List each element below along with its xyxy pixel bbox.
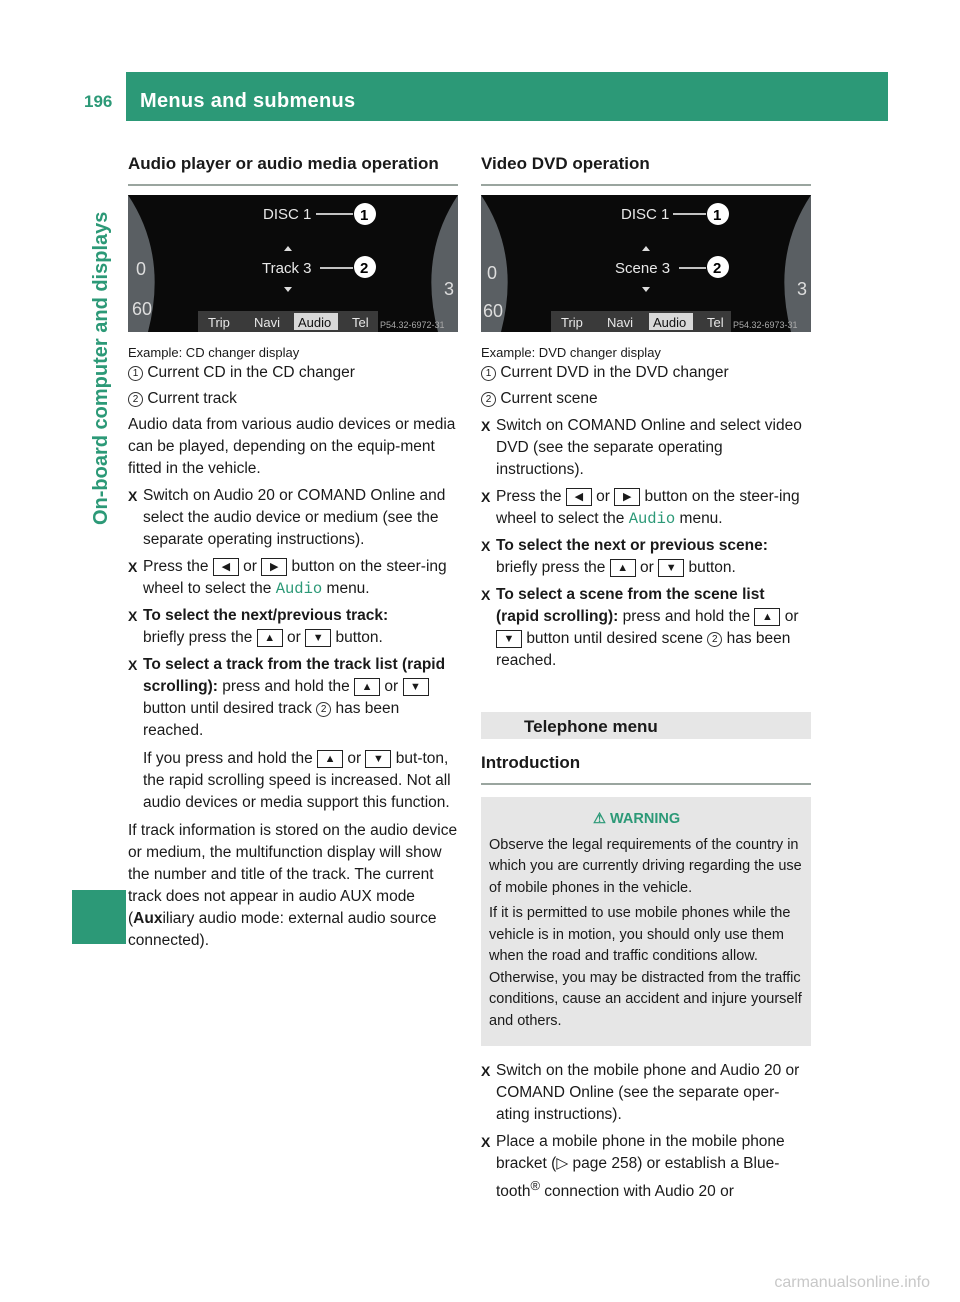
tab-trip: Trip bbox=[561, 315, 583, 330]
image-caption: Example: CD changer display bbox=[128, 345, 300, 360]
page-reference-link[interactable]: ▷ page 258 bbox=[556, 1155, 638, 1172]
warning-box bbox=[481, 797, 811, 1046]
step-press-button: X Press the ◀ or ▶ button on the steer-ing wheel to select the Audio menu. bbox=[128, 556, 458, 600]
step-track-list: X To select a track from the track list (rapid scrolling): press and hold the ▲ or ▼ button until desired track 2 has been reached. bbox=[128, 654, 458, 742]
svg-text:60: 60 bbox=[132, 299, 153, 319]
display-line-2: Scene 3 bbox=[615, 260, 671, 277]
page-number-box bbox=[72, 72, 126, 121]
legend-item: 2 Current track bbox=[128, 388, 458, 410]
svg-text:60: 60 bbox=[483, 301, 504, 321]
page-number: 196 bbox=[84, 92, 113, 111]
display-line-1: DISC 1 bbox=[621, 206, 670, 223]
tab-audio: Audio bbox=[653, 315, 687, 330]
legend-item: 2 Current scene bbox=[481, 388, 811, 410]
image-caption: Example: DVD changer display bbox=[481, 345, 661, 360]
display-line-1: DISC 1 bbox=[263, 206, 312, 223]
left-column bbox=[128, 150, 458, 952]
note-paragraph: If you press and hold the ▲ or ▼ but-ton, the rapid scrolling speed is increased. Not all audio devices or media support this function. bbox=[143, 750, 451, 811]
cluster-display-image bbox=[481, 195, 811, 332]
section-label: On-board computer and displays bbox=[90, 211, 112, 525]
step-press-button: X Press the ◀ or ▶ button on the steer-ing wheel to select the Audio menu. bbox=[481, 486, 811, 530]
section-heading: Video DVD operation bbox=[481, 150, 811, 186]
cluster-display-image bbox=[128, 195, 458, 332]
telephone-menu-band: Telephone menu bbox=[481, 712, 811, 739]
section-heading: Audio player or audio media operation bbox=[128, 150, 458, 186]
svg-text:3: 3 bbox=[444, 279, 455, 299]
display-line-2: Track 3 bbox=[262, 260, 312, 277]
tab-audio: Audio bbox=[298, 315, 332, 330]
svg-text:0: 0 bbox=[487, 263, 498, 283]
callout-2: 2 bbox=[360, 260, 369, 277]
warning-paragraph: Observe the legal requirements of the country in which you are currently driving regarding the use of mobile phones in the vehicle. bbox=[489, 836, 802, 896]
tab-tel: Tel bbox=[352, 315, 369, 330]
image-code: P54.32-6972-31 bbox=[380, 320, 445, 330]
step-switch-on-phone: X Switch on the mobile phone and Audio 20 or COMAND Online (see the separate oper-ating instructions). bbox=[481, 1060, 811, 1126]
tab-navi: Navi bbox=[254, 315, 281, 330]
step-select-scene: X To select the next or previous scene: briefly press the ▲ or ▼ button. bbox=[481, 535, 811, 579]
page-title: Menus and submenus bbox=[140, 90, 356, 112]
warning-icon: ⚠ bbox=[593, 811, 606, 827]
tab-tel: Tel bbox=[707, 315, 724, 330]
warning-heading: ⚠ WARNING bbox=[593, 811, 681, 827]
legend-item: 1 Current DVD in the DVD changer bbox=[481, 362, 811, 384]
watermark: carmanualsonline.info bbox=[774, 1274, 930, 1291]
tab-navi: Navi bbox=[607, 315, 634, 330]
warning-paragraph: If it is permitted to use mobile phones while the vehicle is in motion, you should only use them when the road and traffic conditions allow. Otherwise, you may be distracted from the traffic conditions, cause an accident and injure yourself and others. bbox=[489, 905, 802, 1029]
tab-trip: Trip bbox=[208, 315, 230, 330]
callout-1: 1 bbox=[360, 207, 369, 224]
step-place-phone: X Place a mobile phone in the mobile phone bracket (▷ page 258) or establish a Blue-tooth® connection with Audio 20 or bbox=[481, 1131, 811, 1203]
intro-paragraph: Audio data from various audio devices or media can be played, depending on the equip-ment fitted in the vehicle. bbox=[128, 416, 456, 477]
right-column bbox=[481, 150, 811, 1203]
track-info-paragraph: If track information is stored on the audio device or medium, the multifunction display will show the number and title of the track. The current track does not appear in audio AUX mode (Auxiliary audio mode: external audio source connected). bbox=[128, 822, 458, 949]
introduction-heading: Introduction bbox=[481, 749, 811, 785]
step-scene-list: X To select a scene from the scene list (rapid scrolling): press and hold the ▲ or ▼ button until desired scene 2 has been reached. bbox=[481, 584, 811, 672]
step-select-track: X To select the next/previous track: briefly press the ▲ or ▼ button. bbox=[128, 605, 458, 649]
callout-2: 2 bbox=[713, 260, 722, 277]
svg-text:3: 3 bbox=[797, 279, 808, 299]
image-code: P54.32-6973-31 bbox=[733, 320, 798, 330]
step-switch-on: X Switch on COMAND Online and select video DVD (see the separate operating instructions). bbox=[481, 415, 811, 481]
callout-1: 1 bbox=[713, 207, 722, 224]
legend-item: 1 Current CD in the CD changer bbox=[128, 362, 458, 384]
step-switch-on: X Switch on Audio 20 or COMAND Online and select the audio device or medium (see the separate operating instructions). bbox=[128, 485, 458, 551]
section-tab bbox=[72, 890, 126, 944]
svg-text:0: 0 bbox=[136, 259, 147, 279]
